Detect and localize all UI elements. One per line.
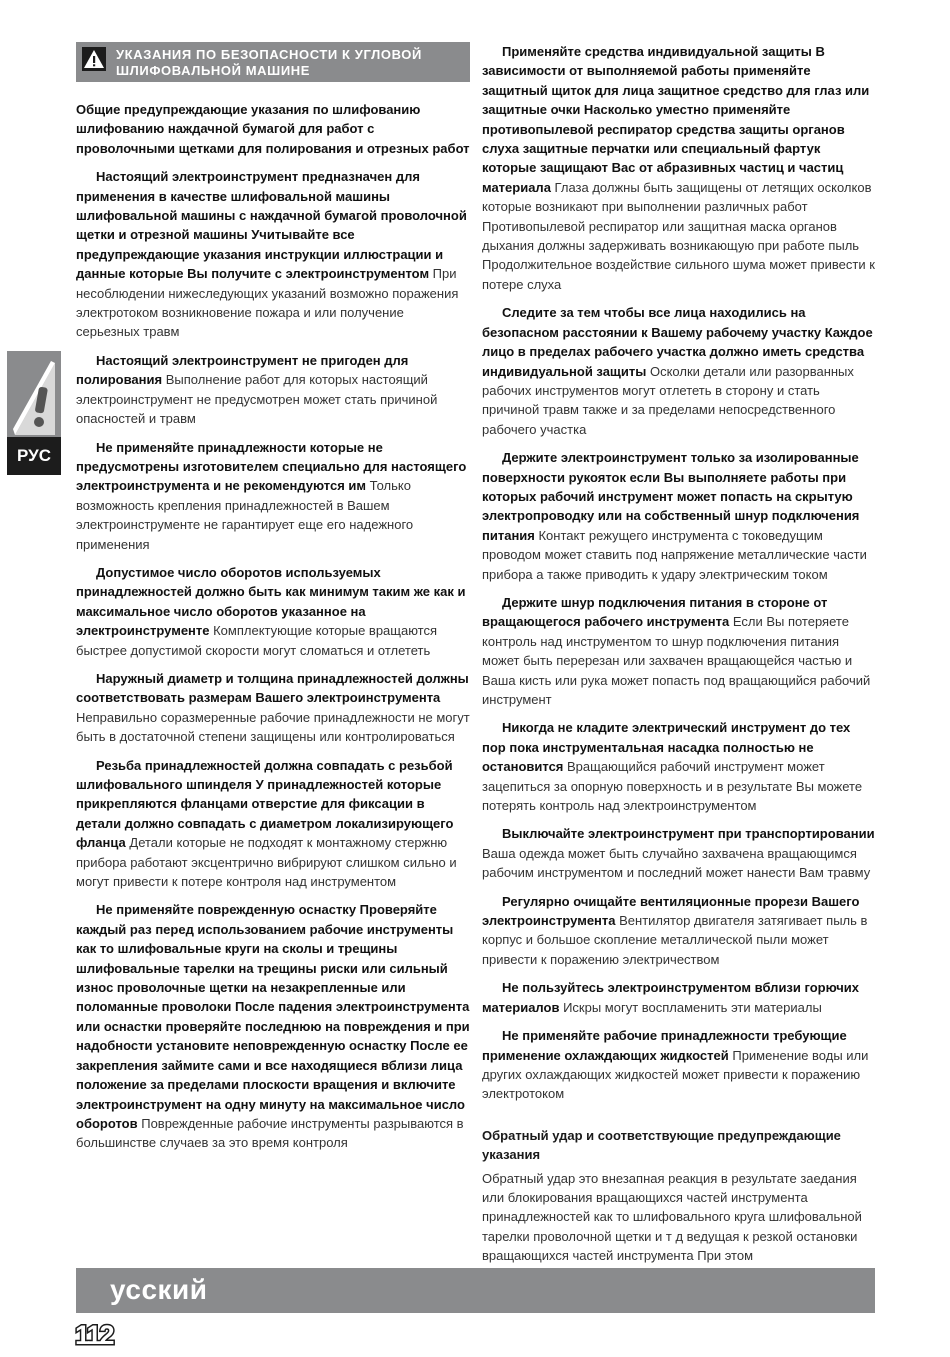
paragraph-normal: Только возможность крепления принадлежностей в Вашем электроинструменте не гарантирует еще его надежного применения [76,478,414,552]
paragraph-bold: Выключайте электроинструмент при транспортировании [502,826,875,842]
paragraph-bold: Регулярно очищайте вентиляционные прорези Вашего электроинструмента [482,893,860,929]
paragraph-bold: Настоящий электроинструмент не пригоден для полирования [76,352,409,388]
paragraph-bold: Резьба принадлежностей должна совпадать с резьбой шлифовального шпинделя У принадлежностей которые прикрепляются фланцами отверстие для фиксации в детали должно совпадать с диаметром локализирующего фланца [76,757,454,851]
page-number: 112 [75,1320,113,1350]
paragraph-bold: Держите электроинструмент только за изолированные поверхности рукояток если Вы выполняете работы при которых рабочий инструмент может попасть на скрытую электропроводку или на собственный шнур подключения питания [482,450,860,543]
language-side-tab [7,351,61,475]
paragraph-normal: Искры могут воспламенить эти материалы [559,999,822,1015]
paragraph [482,718,876,815]
paragraph-bold: Настоящий электроинструмент предназначен для применения в качестве шлифовальной машины шлифовальной машины с наждачной бумагой проволочной щетки и отрезной машины Учитывайте все предупреждающие указания инструкции иллюстрации и данные которые Вы получите с электроинструментом [76,169,467,282]
paragraph [76,167,470,342]
left-column [76,42,470,1162]
paragraph [76,438,470,554]
paragraph-bold: Применяйте средства индивидуальной защиты В зависимости от выполняемой работы применяйте защитный щиток для лица защитное средство для глаз или защитные очки Насколько уместно применяйте противопылевой респиратор средства защиты органов слуха защитные перчатки или специальный фартук которые защищают Вас от абразивных частиц и частиц материала [482,44,870,195]
paragraph-bold: Держите шнур подключения питания в стороне от вращающегося рабочего инструмента [482,594,828,630]
paragraph-normal: Поврежденные рабочие инструменты разрываются в большинстве случаев за это время контроля [76,1115,464,1151]
paragraph-normal: Применение воды или других охлаждающих жидкостей может привести к поражению электротоком [482,1047,869,1102]
paragraph-normal: Неправильно соразмеренные рабочие принадлежности не могут быть в достаточной степени защищены или контролироваться [76,709,470,745]
paragraph-normal: Осколки детали или разорванных рабочих инструментов могут отлететь в сторону и стать причиной травм также и за пределами непосредственного рабочего участка [482,363,854,437]
paragraph-normal: При несоблюдении нижеследующих указаний возможно поражения электротоком возникновение пожара и или получение серьезных травм [76,266,459,340]
paragraph [76,563,470,660]
paragraph [482,978,876,1017]
paragraph-bold: Не применяйте принадлежности которые не предусмотрены изготовителем специально для настоящего электроинструмента и не рекомендуются им [76,439,467,494]
paragraph [76,900,470,1152]
paragraph-bold: Наружный диаметр и толщина принадлежностей должны соответствовать размерам Вашего электроинструмента [76,670,469,706]
paragraph-bold: Следите за тем чтобы все лица находились на безопасном расстоянии к Вашему рабочему участку Каждое лицо в пределах рабочего участка должно иметь средства индивидуальной защиты [482,305,873,379]
footer-title: усский [110,1274,208,1305]
language-label: РУС [7,437,61,475]
paragraph-normal: Вращающийся рабочий инструмент может зацепиться за опорную поверхность и в результате Вы можете потерять контроль над электроинструментом [482,759,863,814]
paragraph [482,1026,876,1104]
paragraph [76,756,470,892]
section-header-line2: ШЛИФОВАЛЬНОЙ МАШИНЕ [116,63,311,78]
paragraph [482,303,876,439]
section-header-line1: УКАЗАНИЯ ПО БЕЗОПАСНОСТИ К УГЛОВОЙ [116,47,422,62]
paragraph-bold: Никогда не кладите электрический инструмент до тех пор пока инструментальная насадка полностью не остановится [482,720,851,775]
intro-paragraph [76,100,470,158]
paragraph-normal: Детали которые не подходят к монтажному стержню прибора работают эксцентрично вибрируют слишком сильно и могут привести к потере контроля над инструментом [76,835,457,890]
warning-icon [82,47,106,71]
paragraph-bold: Не применяйте рабочие принадлежности требующие применение охлаждающих жидкостей [482,1028,847,1063]
paragraph-normal: Контакт режущего инструмента с токоведущим проводом может ставить под напряжение металлические части прибора а также приводить к удару электрическим током [482,527,867,582]
paragraph [482,448,876,584]
warning-triangle-icon [11,359,59,439]
paragraph-bold: Не применяйте поврежденную оснастку Проверяйте каждый раз перед использованием рабочие инструменты как то шлифовальные круги на сколы и трещины шлифовальные тарелки на трещины риски или сильный износ проволочные щетки на незакрепленные или поломанные проволоки После падения электроинструмента или оснастки проверяйте последнюю на повреждения и при надобности установите неповрежденную оснастку После ее закрепления займите сами и все находящиеся вблизи лица положение за пределами плоскости вращения и включите электроинструмент на одну минуту на максимальное число оборотов [76,902,470,1131]
paragraph: Обратный удар это внезапная реакция в результате заедания или блокирования вращающихся частей инструмента принадлежностей как то шлифовального круга шлифовальной тарелки проволочной щетки и т д ведущая к резкой остановки вращающихся частей инструмента При этом [482,1170,862,1264]
paragraph-bold: Не пользуйтесь электроинструментом вблизи горючих материалов [482,980,859,1015]
paragraph-normal: Вентилятор двигателя затягивает пыль в корпус и большое скопление металлической пыли может привести к поражению электричеством [482,913,868,967]
paragraph-normal: Глаза должны быть защищены от летящих осколков которые возникают при выполнении различных работ Противопылевой респиратор или защитная маска органов дыхания должны задерживать возникающую при работе пыль Продолжительное воздействие сильного шума может привести к потере слуха [482,179,875,292]
paragraph [76,351,470,429]
paragraph-normal: Ваша одежда может быть случайно захвачена вращающимся рабочим инструментом и последний может нанести Вам травму [482,845,871,881]
paragraph [482,824,876,882]
paragraph [482,892,876,970]
paragraph-bold: Допустимое число оборотов используемых принадлежностей должно быть как минимум таким же как и максимальное число оборотов указанное на электроинструменте [76,564,466,639]
paragraph [482,42,876,294]
paragraph-normal: Комплектующие которые вращаются быстрее допустимой скорости могут сломаться и отлететь [76,623,438,658]
footer-band [76,1268,875,1313]
intro-text: Общие предупреждающие указания по шлифованию шлифованию наждачной бумагой для работ с проволочными щетками для полирования и отрезных работ [76,102,470,156]
subsection-heading: Обратный удар и соответствующие предупреждающие указания [482,1127,841,1163]
paragraph-normal: Если Вы потеряете контроль над инструментом то шнур подключения питания может быть перерезан или захвачен вращающейся частью и Ваша кисть или рука может попасть под вращающийся рабочий инструмент [482,614,871,707]
right-column [482,42,876,1275]
paragraph-normal: Выполнение работ для которых настоящий электроинструмент не предусмотрен может стать причиной опасностей и травм [76,372,438,427]
paragraph [76,669,470,747]
section-header [76,42,470,82]
paragraph [482,593,876,709]
